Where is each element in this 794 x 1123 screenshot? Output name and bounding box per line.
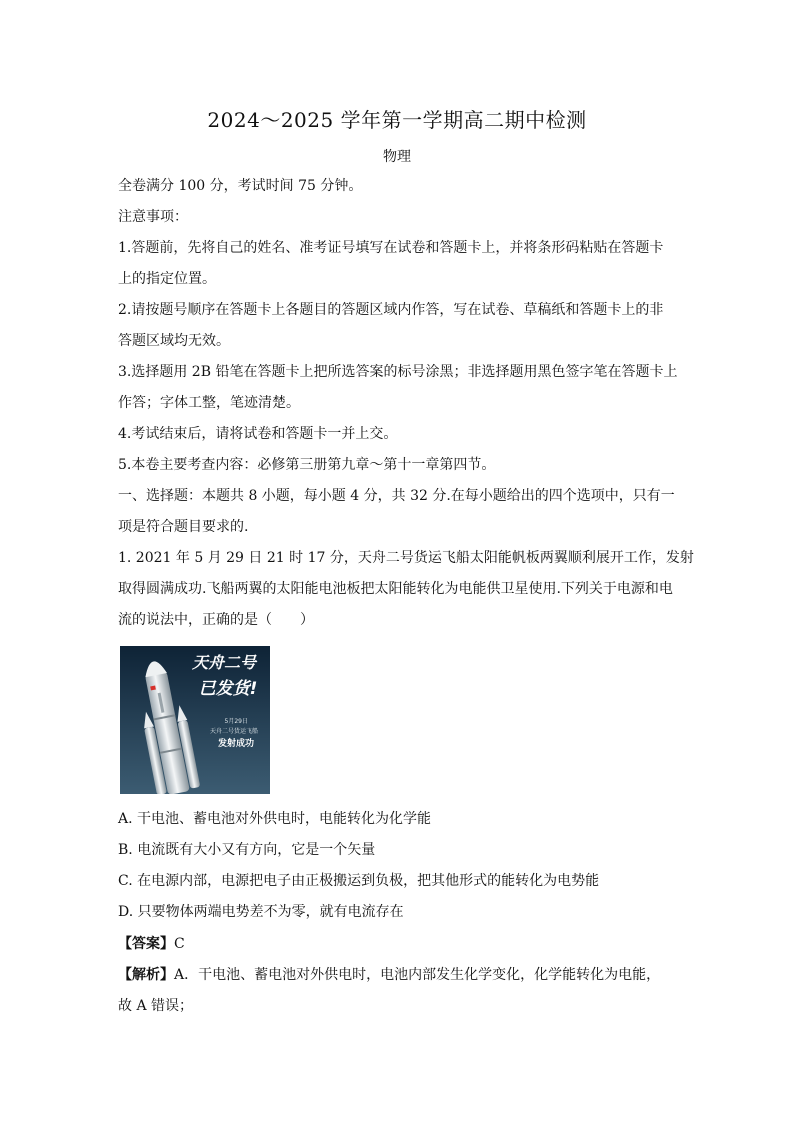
- section-heading-line-2: 项是符合题目要求的.: [118, 519, 249, 535]
- note-3-line-2: 作答；字体工整，笔迹清楚。: [118, 395, 300, 411]
- note-4: 4.考试结束后，请将试卷和答题卡一并上交。: [118, 426, 398, 442]
- question-1-line-3: 流的说法中，正确的是（ ）: [118, 612, 314, 628]
- poster-status: 发射成功: [217, 739, 254, 749]
- note-5: 5.本卷主要考查内容：必修第三册第九章～第十一章第四节。: [118, 457, 496, 473]
- rocket-poster-image: [120, 646, 270, 794]
- exam-title: 2024～2025 学年第一学期高二期中检测: [207, 108, 587, 132]
- analysis-text-1: A．干电池、蓄电池对外供电时，电池内部发生化学变化，化学能转化为电能，: [174, 967, 661, 983]
- analysis-line-1: [118, 965, 688, 985]
- question-1-line-1: 1. 2021 年 5 月 29 日 21 时 17 分，天舟二号货运飞船太阳能帆板两翼顺利展开工作，发射: [118, 550, 694, 566]
- score-info: 全卷满分 100 分，考试时间 75 分钟。: [118, 178, 363, 194]
- note-1-line-1: 1.答题前，先将自己的姓名、准考证号填写在试卷和答题卡上，并将条形码粘贴在答题卡: [118, 240, 664, 256]
- poster-caption: 天舟二号货运飞船: [209, 728, 258, 735]
- analysis-label: 【解析】: [118, 967, 174, 983]
- note-1-line-2: 上的指定位置。: [118, 271, 216, 287]
- option-a: A. 干电池、蓄电池对外供电时，电能转化为化学能: [118, 811, 432, 827]
- section-heading-line-1: 一、选择题：本题共 8 小题，每小题 4 分，共 32 分.在每小题给出的四个选项中，只有一: [118, 488, 675, 504]
- poster-headline-1: 天舟二号: [191, 653, 257, 672]
- answer-line: [118, 934, 688, 954]
- note-3-line-1: 3.选择题用 2B 铅笔在答题卡上把所选答案的标号涂黑；非选择题用黑色签字笔在答题卡上: [118, 364, 678, 380]
- note-2-line-1: 2.请按题号顺序在答题卡上各题目的答题区域内作答，写在试卷、草稿纸和答题卡上的非: [118, 302, 664, 318]
- note-2-line-2: 答题区域均无效。: [118, 333, 230, 349]
- notes-heading: 注意事项：: [118, 209, 188, 225]
- answer-value: C: [174, 936, 185, 952]
- option-c: C. 在电源内部，电源把电子由正极搬运到负极，把其他形式的能转化为电势能: [118, 873, 600, 889]
- poster-date: 5月29日: [224, 718, 248, 725]
- analysis-line-2: 故 A 错误；: [118, 998, 194, 1014]
- subject-title: 物理: [383, 149, 411, 165]
- option-d: D. 只要物体两端电势差不为零，就有电流存在: [118, 904, 404, 920]
- poster-headline-2: 已发货!: [198, 679, 258, 699]
- option-b: B. 电流既有大小又有方向，它是一个矢量: [118, 842, 376, 858]
- question-1-line-2: 取得圆满成功.飞船两翼的太阳能电池板把太阳能转化为电能供卫星使用.下列关于电源和电: [118, 581, 673, 597]
- answer-label: 【答案】: [118, 936, 174, 952]
